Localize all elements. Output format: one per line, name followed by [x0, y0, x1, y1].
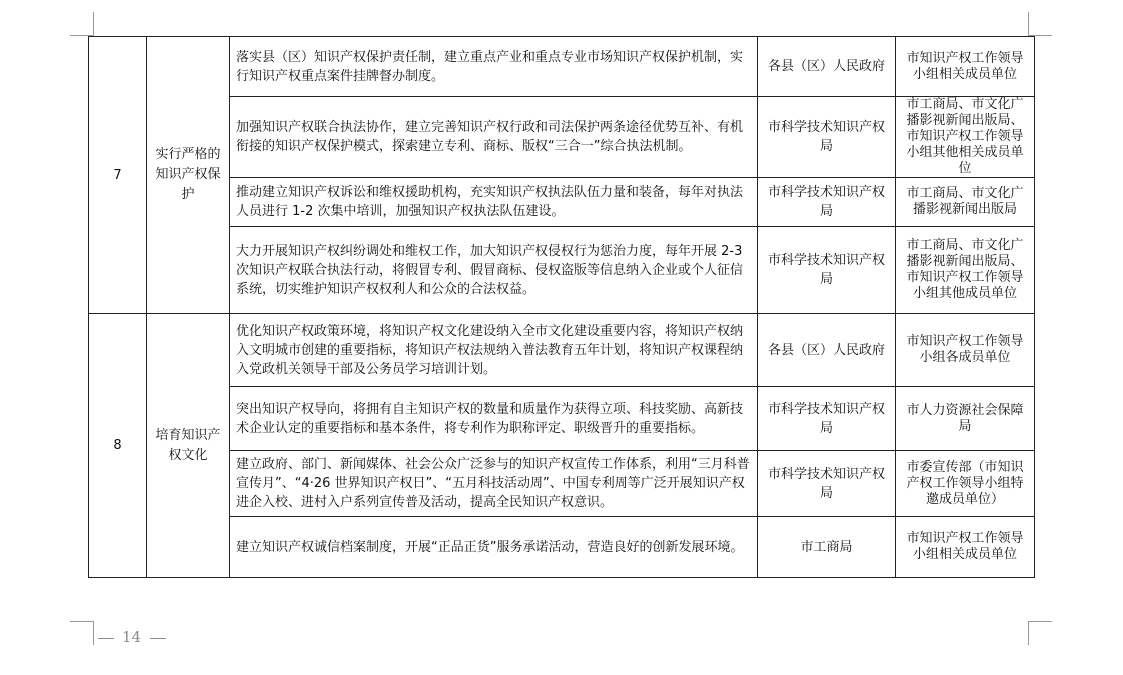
partner-unit-cell: 市知识产权工作领导小组相关成员单位: [896, 517, 1035, 578]
lead-unit-cell: 市科学技术知识产权局: [758, 451, 896, 517]
partner-unit-cell: 市委宣传部（市知识产权工作领导小组特邀成员单位）: [896, 451, 1035, 517]
lead-unit-cell: 市科学技术知识产权局: [758, 227, 896, 314]
crop-mark-top-left-v: [93, 12, 94, 36]
section-category: 实行严格的知识产权保护: [147, 37, 230, 314]
task-cell: 建立政府、部门、新闻媒体、社会公众广泛参与的知识产权宣传工作体系，利用“三月科普宣传月”、“4·26 世界知识产权日”、“五月科技活动周”、中国专利周等广泛开展知识产权进企入校、进村入户系列宣传普及活动，提高全民知识产权意识。: [230, 451, 758, 517]
task-cell: 突出知识产权导向，将拥有自主知识产权的数量和质量作为获得立项、科技奖励、高新技术企业认定的重要指标和基本条件，将专利作为职称评定、职级晋升的重要指标。: [230, 387, 758, 451]
partner-unit-cell: 市人力资源社会保障局: [896, 387, 1035, 451]
partner-unit-cell: 市知识产权工作领导小组相关成员单位: [896, 37, 1035, 97]
table-row: [89, 387, 1035, 451]
page-number: 14: [122, 628, 142, 646]
lead-unit-cell: 各县（区）人民政府: [758, 37, 896, 97]
task-cell: 落实县（区）知识产权保护责任制，建立重点产业和重点专业市场知识产权保护机制，实行知识产权重点案件挂牌督办制度。: [230, 37, 758, 97]
partner-unit-cell: 市工商局、市文化广播影视新闻出版局: [896, 178, 1035, 227]
partner-unit-cell: 市工商局、市文化广播影视新闻出版局、市知识产权工作领导小组其他相关成员单位: [896, 97, 1035, 178]
task-cell: 优化知识产权政策环境，将知识产权文化建设纳入全市文化建设重要内容，将知识产权纳入文明城市创建的重要指标，将知识产权法规纳入普法教育五年计划，将知识产权课程纳入党政机关领导干部及公务员学习培训计划。: [230, 314, 758, 387]
table-row: [89, 451, 1035, 517]
crop-mark-bottom-right-h: [1028, 621, 1052, 622]
section-category: 培育知识产权文化: [147, 314, 230, 578]
lead-unit-cell: 市科学技术知识产权局: [758, 97, 896, 178]
page-number-dash-right: [150, 638, 166, 639]
partner-unit-cell: 市知识产权工作领导小组各成员单位: [896, 314, 1035, 387]
crop-mark-top-right-v: [1028, 12, 1029, 36]
task-cell: 加强知识产权联合执法协作，建立完善知识产权行政和司法保护两条途径优势互补、有机衔接的知识产权保护模式，探索建立专利、商标、版权“三合一”综合执法机制。: [230, 97, 758, 178]
table-row: [89, 227, 1035, 314]
table-row: [89, 314, 1035, 387]
section-number: 8: [89, 314, 147, 578]
lead-unit-cell: 市工商局: [758, 517, 896, 578]
table-row: [89, 97, 1035, 178]
table-row: [89, 178, 1035, 227]
lead-unit-cell: 各县（区）人民政府: [758, 314, 896, 387]
task-cell: 推动建立知识产权诉讼和维权援助机构，充实知识产权执法队伍力量和装备，每年对执法人员进行 1-2 次集中培训，加强知识产权执法队伍建设。: [230, 178, 758, 227]
table-row: [89, 517, 1035, 578]
crop-mark-bottom-left-h: [70, 621, 94, 622]
crop-mark-bottom-right-v: [1028, 621, 1029, 645]
task-cell: 大力开展知识产权纠纷调处和维权工作，加大知识产权侵权行为惩治力度，每年开展 2-3 次知识产权联合执法行动，将假冒专利、假冒商标、侵权盗版等信息纳入企业或个人征信系统，切实维护知识产权权利人和公众的合法权益。: [230, 227, 758, 314]
table-row: [89, 37, 1035, 97]
lead-unit-cell: 市科学技术知识产权局: [758, 387, 896, 451]
lead-unit-cell: 市科学技术知识产权局: [758, 178, 896, 227]
partner-unit-cell: 市工商局、市文化广播影视新闻出版局、市知识产权工作领导小组其他成员单位: [896, 227, 1035, 314]
section-number: 7: [89, 37, 147, 314]
task-table: [88, 36, 1035, 578]
page-number-dash-left: [98, 638, 114, 639]
task-cell: 建立知识产权诚信档案制度，开展“正品正货”服务承诺活动，营造良好的创新发展环境。: [230, 517, 758, 578]
crop-mark-bottom-left-v: [93, 621, 94, 645]
